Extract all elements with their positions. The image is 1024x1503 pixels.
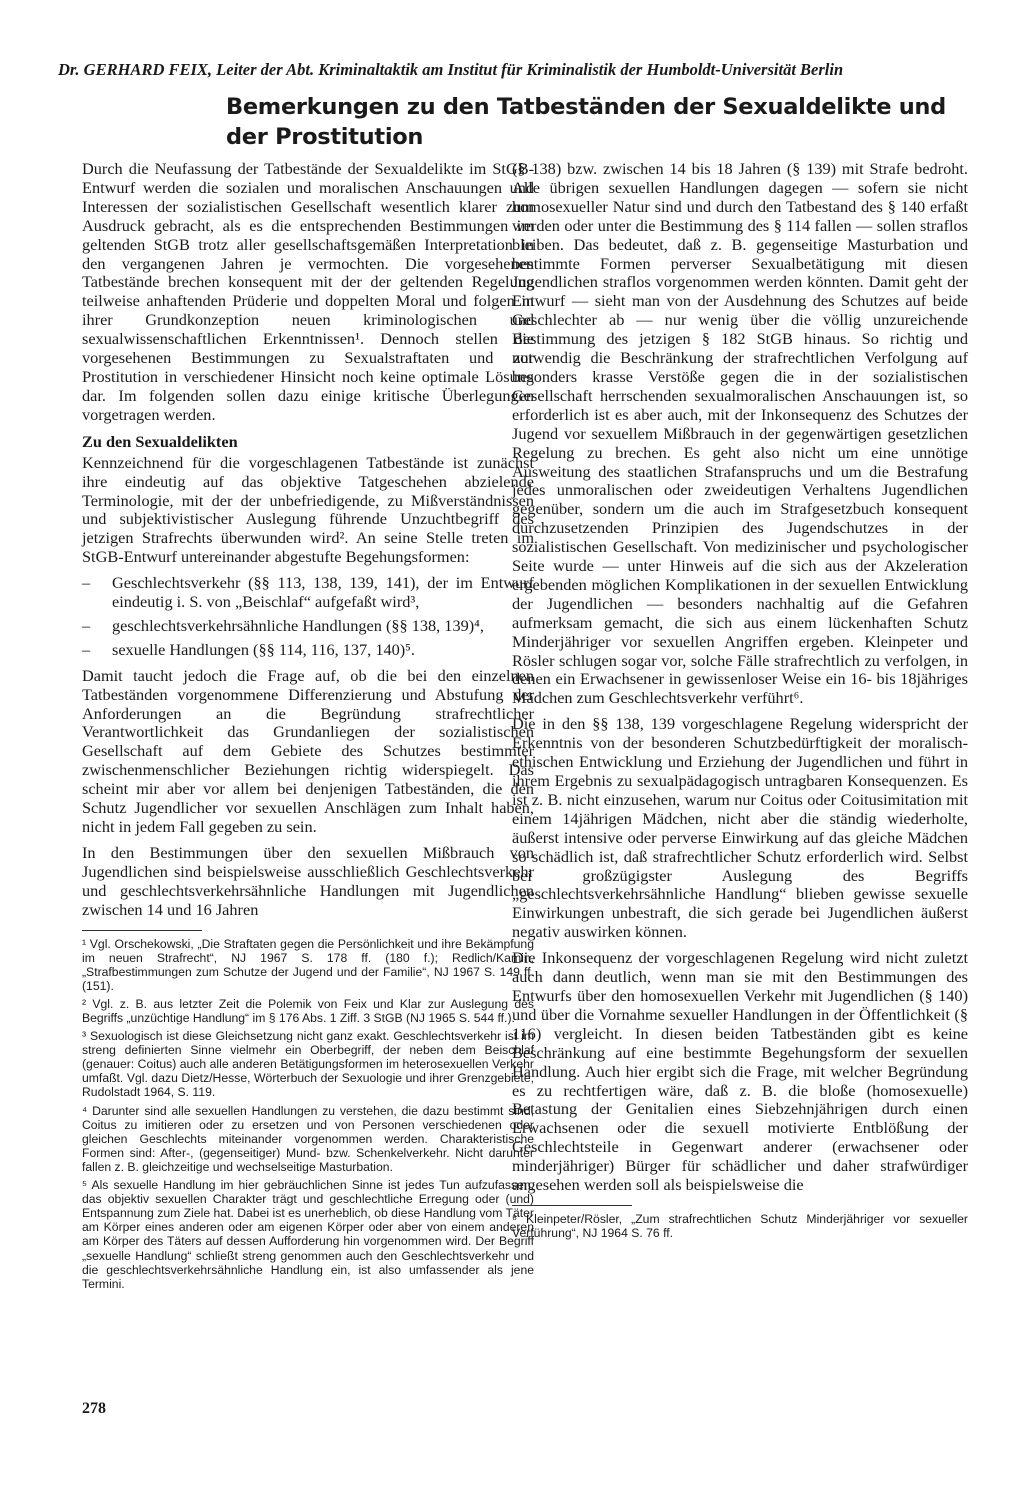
list-item: – geschlechtsverkehrsähnliche Handlungen (§§ 138, 139)⁴, — [82, 617, 534, 636]
paragraph: (§ 138) bzw. zwischen 14 bis 18 Jahren (§ 139) mit Strafe bedroht. Alle übrigen sexuellen Handlungen dagegen — sofern sie nicht homosexueller Natur sind und durch den Tatbestand des § 140 erfaßt werden oder unter die Bestimmung des § 114 fallen — sollen straflos bleiben. Das bedeutet, daß z. B. gegenseitige Masturbation und bestimmte Formen perverser Sexualbetätigung mit diesen Jugendlichen straflos vorgenommen werden könnten. Damit geht der Entwurf — sieht man von der Ausdehnung des Schutzes auf beide Geschlechter ab — nur wenig über die völlig unzureichende Bestimmung des jetzigen § 182 StGB hinaus. So richtig und notwendig die Beschränkung der strafrechtlichen Verfolgung auf besonders krasse Verstöße gegen die in der sozialistischen Gesellschaft herrschenden sexualmoralischen Anschauungen ist, so erforderlich ist es aber auch, mit der Inkonsequenz des Schutzes der Jugend vor sexuellem Mißbrauch in der gegenwärtigen gesetzlichen Regelung zu brechen. Es geht also nicht um eine unnötige Ausweitung des staatlichen Strafanspruchs und um die Bestrafung jedes unmoralischen oder zweideutigen Verhaltens Jugendlichen gegenüber, sondern um die auch im Strafgesetzbuch konsequent durchzusetzenden Prinzipien des Jugendschutzes in der sozialistischen Gesellschaft. Von medizinischer und psychologischer Seite wurde — unter Hinweis auf die sich aus der Akzeleration ergebenden möglichen Komplikationen in der sexuellen Entwicklung der Jugendlichen — besonders nachhaltig auf die Gefahren aufmerksam gemacht, die sich aus einem lückenhaften Schutz Minderjähriger vor sexuellen Angriffen ergeben. Kleinpeter und Rösler schlugen sogar vor, solche Fälle strafrechtlich zu verfolgen, in denen ein Erwachsener in gewissenloser Weise ein 16- bis 18jähriges Mädchen zum Geschlechtsverkehr verführt⁶. — [512, 159, 968, 708]
footnote-divider — [512, 1205, 632, 1206]
footnotes — [512, 1212, 968, 1240]
article-title: Bemerkungen zu den Tatbeständen der Sexualdelikte und der Prostitution — [226, 94, 946, 150]
list-item: – Geschlechtsverkehr (§§ 113, 138, 139, 141), der im Entwurf eindeutig i. S. von „Beischlaf“ aufgefaßt wird³, — [82, 574, 534, 612]
footnote-divider — [82, 930, 202, 931]
paragraph: Kennzeichnend für die vorgeschlagenen Tatbestände ist zunächst ihre eindeutig auf das objektive Tatgeschehen abzielende Terminologie, mit der der unbefriedigende, zu Mißverständnissen und subjektivistischer Auslegung führende Unzuchtbegriff des jetzigen Strafrechts überwunden wird². An seine Stelle treten im StGB-Entwurf untereinander abgestufte Begehungsformen: — [82, 452, 534, 567]
paragraph: Durch die Neufassung der Tatbestände der Sexualdelikte im StGB-Entwurf werden die sozialen und moralischen Anschauungen und Interessen der sozialistischen Gesellschaft wesentlich klarer zum Ausdruck gebracht, als es die entsprechenden Bestimmungen im geltenden StGB trotz aller gesellschaftsgemäßen Interpretation in den vergangenen Jahren je vermochten. Die vorgesehenen Tatbestände brechen konsequent mit der der geltenden Regelung teilweise anhaftenden Prüderie und doppelten Moral und folgen in ihrer Grundkonzeption neuen kriminologischen und sexualwissenschaftlichen Erkenntnissen¹. Dennoch stellen die vorgesehenen Bestimmungen zu Sexualstraftaten und zur Prostitution in verschiedener Hinsicht noch keine optimale Lösung dar. Im folgenden sollen dazu einige kritische Überlegungen vorgetragen werden. — [82, 159, 534, 424]
paragraph: Die in den §§ 138, 139 vorgeschlagene Regelung widerspricht der Erkenntnis von der besonderen Schutzbedürftigkeit der moralisch-ethischen Entwicklung und Erziehung der Jugendlichen und führt in ihrem Ergebnis zu sexualpädagogisch untragbaren Konsequenzen. Es ist z. B. nicht einzusehen, warum nur Coitus oder Coitusimitation mit einem 14jährigen Mädchen, nicht aber die ständig wiederholte, äußerst intensive oder perverse Einwirkung auf das gleiche Mädchen so schädlich ist, daß strafrechtlicher Schutz erforderlich wird. Selbst bei großzügigster Auslegung des Begriffs „geschlechtsverkehrsähnliche Handlung“ blieben gewisse sexuelle Einwirkungen unbestraft, die sich gerade bei Jugendlichen äußerst negativ auswirken können. — [512, 714, 968, 942]
footnote: ³ Sexuologisch ist diese Gleichsetzung nicht ganz exakt. Geschlechtsverkehr ist im streng definierten Sinne vielmehr ein Oberbegriff, der neben dem Beischlaf (genauer: Coitus) auch alle anderen Betätigungsformen im heterosexuellen Verkehr umfaßt. Vgl. dazu Dietz/Hesse, Wörterbuch der Sexuologie und ihrer Grenzgebiete, Rudolstadt 1964, S. 119. — [82, 1029, 534, 1100]
right-column — [512, 160, 968, 1244]
paragraph: Damit taucht jedoch die Frage auf, ob die bei den einzelnen Tatbeständen vorgenommene Differenzierung und Abstufung der Anforderungen an die Begründung strafrechtlicher Verantwortlichkeit das Grundanliegen der sozialistischen Gesellschaft auf dem Gebiete des Schutzes bestimmter zwischenmenschlicher Beziehungen richtig widerspiegelt. Das scheint mir aber vor allem bei denjenigen Tatbeständen, die den Schutz Jugendlicher vor sexuellen Anschlägen zum Inhalt haben, nicht in jedem Fall gegeben zu sein. — [82, 665, 534, 836]
footnote: ⁴ Darunter sind alle sexuellen Handlungen zu verstehen, die dazu bestimmt sind, Coitus zu imitieren oder zu ersetzen und von Personen verschiedenen oder gleichen Geschlechts miteinander vorgenommen werden. Charakteristische Formen sind: After-, (gegenseitiger) Mund- bzw. Schenkelverkehr. Nicht darunter fallen z. B. gleichzeitige und wechselseitige Masturbation. — [82, 1103, 534, 1174]
section-heading: Zu den Sexualdelikten — [82, 431, 238, 451]
page-number: 278 — [82, 1400, 106, 1417]
paragraph: In den Bestimmungen über den sexuellen Mißbrauch von Jugendlichen sind beispielsweise ausschließlich Geschlechtsverkehr und geschlechtsverkehrsähnliche Handlungen mit Jugendlichen zwischen 14 und 16 Jahren — [82, 842, 534, 919]
footnotes — [82, 937, 534, 1291]
offense-forms-list — [82, 574, 534, 660]
footnote: ¹ Vgl. Orschekowski, „Die Straftaten gegen die Persönlichkeit und ihre Bekämpfung im neuen Strafrecht“, NJ 1967 S. 178 ff. (180 f.); Redlich/Kamin, „Strafbestimmungen zum Schutze der Jugend und der Familie“, NJ 1967 S. 149 ff. (151). — [82, 936, 534, 993]
footnote: ⁶ Kleinpeter/Rösler, „Zum strafrechtlichen Schutz Minderjähriger vor sexueller Verführung“, NJ 1964 S. 76 ff. — [512, 1211, 968, 1241]
footnote: ⁵ Als sexuelle Handlung im hier gebräuchlichen Sinne ist jedes Tun aufzufassen, das objektiv sexuellen Charakter trägt und geschlechtliche Erregung oder (und) Entspannung zum Ziele hat. Dabei ist es unerheblich, ob diese Handlung vom Täter am Körper eines anderen oder am eigenen Körper oder aber von einem anderen am Körper des Täters auf dessen Aufforderung hin vorgenommen wird. Der Begriff „sexuelle Handlung“ schließt streng genommen auch den Geschlechtsverkehr und die geschlechtsverkehrsähnliche Handlung ein, ist also umfassender als jene Termini. — [82, 1178, 534, 1291]
author-line: Dr. GERHARD FEIX, Leiter der Abt. Kriminaltaktik am Institut für Kriminalistik der Humboldt-Universität Berlin — [58, 60, 844, 79]
paragraph: Die Inkonsequenz der vorgeschlagenen Regelung wird nicht zuletzt auch dann deutlich, wenn man sie mit den Bestimmungen des Entwurfs über den homosexuellen Verkehr mit Jugendlichen (§ 140) und über die Vornahme sexueller Handlungen in der Öffentlichkeit (§ 116) vergleicht. In diesen beiden Tatbeständen gibt es keine Beschränkung auf eine bestimmte Begehungsform der sexuellen Handlung. Auch hier ergibt sich die Frage, mit welcher Begründung es zu rechtfertigen wäre, daß z. B. die bloße (homosexuelle) Betastung der Genitalien eines Siebzehnjährigen durch einen Erwachsenen oder die sexuell motivierte Entblößung der Geschlechtsteile in Gegenwart anderer (erwachsener oder minderjähriger) Bürger für schädlicher und daher strafwürdiger angesehen werden soll als beispielsweise die — [512, 948, 968, 1195]
list-item: – sexuelle Handlungen (§§ 114, 116, 137, 140)⁵. — [82, 641, 534, 660]
left-column — [82, 160, 534, 1295]
footnote: ² Vgl. z. B. aus letzter Zeit die Polemik von Feix und Klar zur Auslegung des Begriffs „unzüchtige Handlung“ im § 176 Abs. 1 Ziff. 3 StGB (NJ 1965 S. 544 ff.). — [82, 996, 534, 1025]
